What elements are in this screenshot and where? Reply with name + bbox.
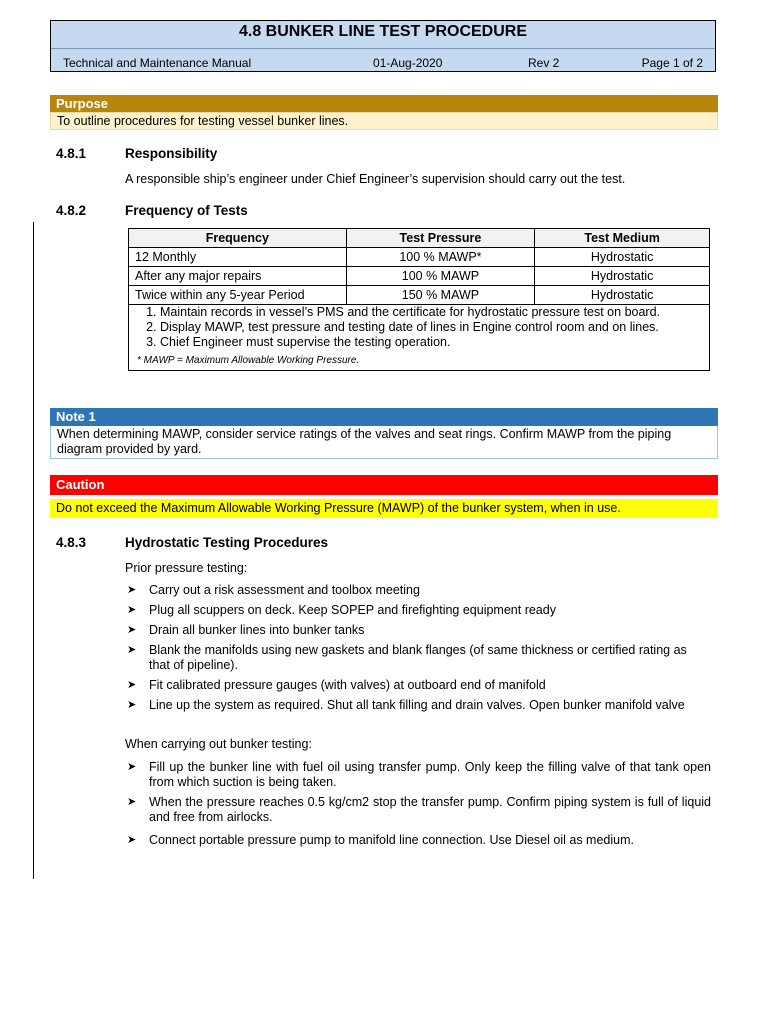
list-item <box>125 678 711 693</box>
purpose-text: To outline procedures for testing vessel bunker lines. <box>50 112 718 130</box>
arrow-bullet-icon: ➤ <box>127 834 137 846</box>
purpose-label: Purpose <box>50 95 718 113</box>
list-item <box>125 643 711 673</box>
list-item-text: Plug all scuppers on deck. Keep SOPEP and firefighting equipment ready <box>149 603 556 617</box>
arrow-bullet-icon: ➤ <box>127 796 137 808</box>
bunker-testing-label: When carrying out bunker testing: <box>125 737 312 751</box>
table-header-row <box>129 229 710 248</box>
table-cell: Hydrostatic <box>535 267 710 286</box>
list-item-text: Fill up the bunker line with fuel oil using transfer pump. Only keep the filling valve of that tank open from which suction is being taken. <box>149 760 711 789</box>
list-item-text: When the pressure reaches 0.5 kg/cm2 stop the transfer pump. Confirm piping system is full of liquid and free from airlocks. <box>149 795 711 824</box>
caution-text: Do not exceed the Maximum Allowable Working Pressure (MAWP) of the bunker system, when in use. <box>50 499 718 518</box>
arrow-bullet-icon: ➤ <box>127 761 137 773</box>
arrow-bullet-icon: ➤ <box>127 624 137 636</box>
responsibility-text: A responsible ship’s engineer under Chief Engineer’s supervision should carry out the test. <box>125 172 626 186</box>
table-cell: 150 % MAWP <box>346 286 535 305</box>
column-header: Test Medium <box>535 229 710 248</box>
caution-label: Caution <box>50 475 718 495</box>
list-item <box>125 833 711 848</box>
note-text: When determining MAWP, consider service ratings of the valves and seat rings. Confirm MAWP from the piping diagram provided by yard. <box>50 426 718 459</box>
arrow-bullet-icon: ➤ <box>127 699 137 711</box>
table-cell: After any major repairs <box>129 267 347 286</box>
arrow-bullet-icon: ➤ <box>127 584 137 596</box>
table-cell: Twice within any 5-year Period <box>129 286 347 305</box>
note-item: 1. Maintain records in vessel’s PMS and the certificate for hydrostatic pressure test on board. <box>160 305 703 320</box>
list-item-text: Line up the system as required. Shut all tank filling and drain valves. Open bunker manifold valve <box>149 698 685 712</box>
table-cell: 12 Monthly <box>129 248 347 267</box>
table-cell: Hydrostatic <box>535 286 710 305</box>
page-number: Page 1 of 2 <box>641 56 703 70</box>
table-footnote: * MAWP = Maximum Allowable Working Pressure. <box>137 355 360 366</box>
column-header: Frequency <box>129 229 347 248</box>
arrow-bullet-icon: ➤ <box>127 679 137 691</box>
table-cell: Hydrostatic <box>535 248 710 267</box>
section-number: 4.8.2 <box>56 203 87 218</box>
note-item: 3. Chief Engineer must supervise the testing operation. <box>160 335 703 350</box>
note-item: 2. Display MAWP, test pressure and testing date of lines in Engine control room and on lines. <box>160 320 703 335</box>
list-item-text: Blank the manifolds using new gaskets and blank flanges (of same thickness or certified rating as that of pipeline). <box>149 643 687 672</box>
document-header <box>50 20 716 72</box>
header-divider <box>51 48 715 49</box>
arrow-bullet-icon: ➤ <box>127 604 137 616</box>
note-label: Note 1 <box>50 408 718 426</box>
list-item-text: Fit calibrated pressure gauges (with valves) at outboard end of manifold <box>149 678 546 692</box>
revision: Rev 2 <box>528 56 560 70</box>
document-date: 01-Aug-2020 <box>373 56 443 70</box>
table-row <box>129 286 710 305</box>
prior-testing-label: Prior pressure testing: <box>125 561 248 575</box>
list-item-text: Carry out a risk assessment and toolbox meeting <box>149 583 420 597</box>
list-item <box>125 795 711 825</box>
notes-list <box>129 305 709 350</box>
frequency-table <box>128 228 710 371</box>
list-item <box>125 698 711 713</box>
section-heading: Hydrostatic Testing Procedures <box>125 535 329 550</box>
section-heading: Frequency of Tests <box>125 203 248 218</box>
prior-testing-list <box>125 583 711 718</box>
table-row <box>129 267 710 286</box>
list-item <box>125 583 711 598</box>
bunker-testing-list <box>125 760 711 853</box>
page-title: 4.8 BUNKER LINE TEST PROCEDURE <box>238 23 528 40</box>
table-notes-row <box>129 305 710 371</box>
list-item-text: Drain all bunker lines into bunker tanks <box>149 623 365 637</box>
margin-rule <box>33 222 34 879</box>
table-notes <box>129 305 710 371</box>
list-item <box>125 603 711 618</box>
table-row <box>129 248 710 267</box>
section-number: 4.8.1 <box>56 146 87 161</box>
column-header: Test Pressure <box>346 229 535 248</box>
table-cell: 100 % MAWP <box>346 267 535 286</box>
list-item-text: Connect portable pressure pump to manifold line connection. Use Diesel oil as medium. <box>149 833 634 847</box>
table-cell: 100 % MAWP* <box>346 248 535 267</box>
section-number: 4.8.3 <box>56 535 87 550</box>
section-heading: Responsibility <box>125 146 218 161</box>
arrow-bullet-icon: ➤ <box>127 644 137 656</box>
list-item <box>125 623 711 638</box>
manual-name: Technical and Maintenance Manual <box>63 56 252 70</box>
list-item <box>125 760 711 790</box>
